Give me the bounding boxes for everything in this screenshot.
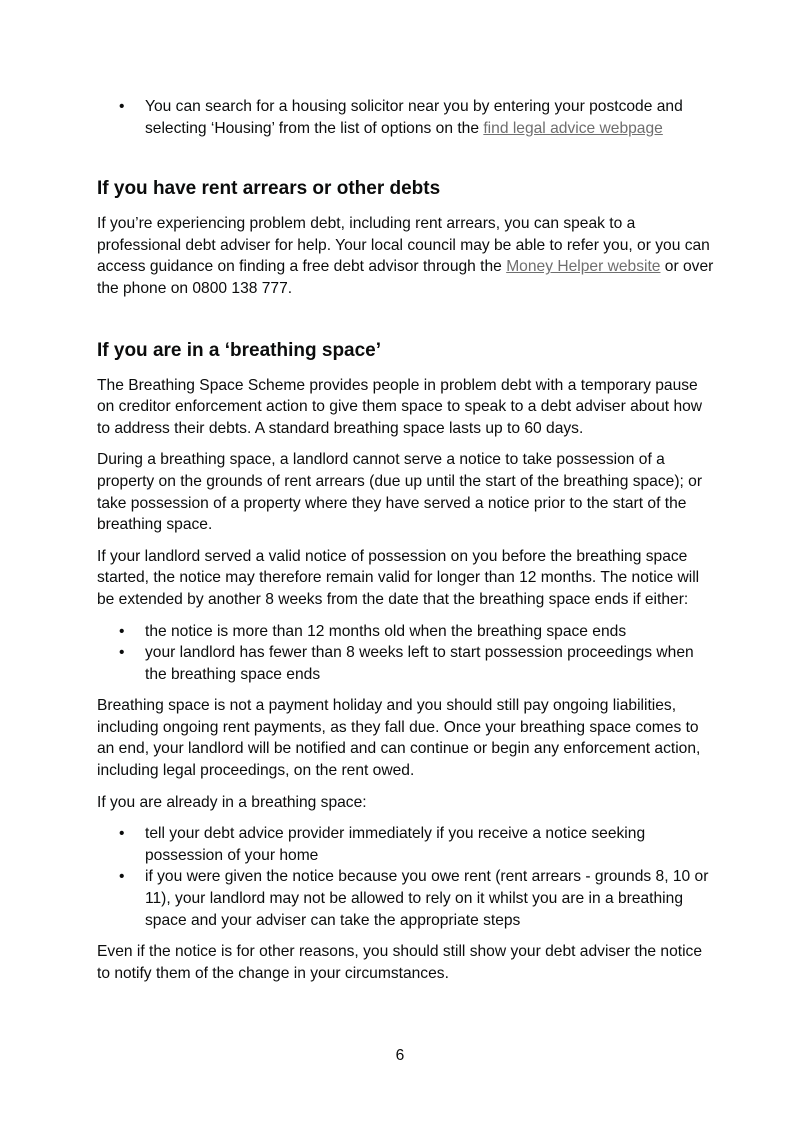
bullet-icon: • <box>119 622 125 640</box>
rent-arrears-paragraph <box>97 213 717 299</box>
money-helper-link[interactable]: Money Helper website <box>506 258 661 276</box>
find-legal-advice-link[interactable]: find legal advice webpage <box>483 119 663 137</box>
list-item <box>97 96 717 139</box>
list-item <box>97 823 717 866</box>
paragraph-text: If you’re experiencing problem debt, including rent arrears, you can speak to a professional debt adviser for help. Your local council may be able to refer you, or you can access guidance on finding a free debt advisor through the <box>97 215 710 276</box>
list-item-text: You can search for a housing solicitor near you by entering your postcode and selecting ‘Housing’ from the list of options on the <box>145 98 683 137</box>
breathing-space-heading: If you are in a ‘breathing space’ <box>97 339 382 361</box>
rent-arrears-heading: If you have rent arrears or other debts <box>97 178 441 200</box>
list-item-text: if you were given the notice because you owe rent (rent arrears - grounds 8, 10 or 11), your landlord may not be allowed to rely on it whilst you are in a breathing space and your adviser can take the appropriate steps <box>145 868 709 929</box>
paragraph-text: or over the phone on 0800 138 777. <box>97 258 714 297</box>
bullet-icon: • <box>119 825 125 843</box>
list-item-text: your landlord has fewer than 8 weeks left to start possession proceedings when the breathing space ends <box>145 644 694 683</box>
spacer <box>97 310 717 339</box>
breathing-space-paragraph-2: During a breathing space, a landlord cannot serve a notice to take possession of a property on the grounds of rent arrears (due up until the start of the breathing space); or take possession of a property where they have served a notice prior to the start of the breathing space. <box>97 451 703 534</box>
breathing-space-paragraph-1: The Breathing Space Scheme provides people in problem debt with a temporary pause on creditor enforcement action to give them space to speak to a debt adviser about how to address their debts. A standard breathing space lasts up to 60 days. <box>97 376 703 437</box>
breathing-space-paragraph-3: If your landlord served a valid notice of possession on you before the breathing space started, the notice may therefore remain valid for longer than 12 months. The notice will be extended by another 8 weeks from the date that the breathing space ends if either: <box>97 547 700 608</box>
page-content <box>97 96 717 994</box>
spacer <box>97 149 717 177</box>
list-item-text: tell your debt advice provider immediately if you receive a notice seeking possession of your home <box>145 825 646 864</box>
bullet-icon: • <box>119 644 125 662</box>
breathing-space-paragraph-6: Even if the notice is for other reasons, you should still show your debt adviser the notice to notify them of the change in your circumstances. <box>97 943 703 982</box>
page-number: 6 <box>395 1047 405 1064</box>
list-item-text: the notice is more than 12 months old when the breathing space ends <box>145 622 627 640</box>
list-item <box>97 866 717 931</box>
bullet-icon: • <box>119 98 125 115</box>
extension-conditions-list <box>97 621 717 686</box>
breathing-space-paragraph-5: If you are already in a breathing space: <box>97 793 367 811</box>
breathing-space-paragraph-4: Breathing space is not a payment holiday and you should still pay ongoing liabilities, including ongoing rent payments, as they fall due. Once your breathing space comes to an end, your landlord will be notified and can continue or begin any enforcement action, including legal proceedings, on the rent owed. <box>97 697 701 780</box>
already-in-breathing-space-list <box>97 823 717 931</box>
list-item <box>97 621 717 643</box>
intro-list <box>97 96 717 139</box>
list-item <box>97 642 717 685</box>
bullet-icon: • <box>119 868 125 886</box>
